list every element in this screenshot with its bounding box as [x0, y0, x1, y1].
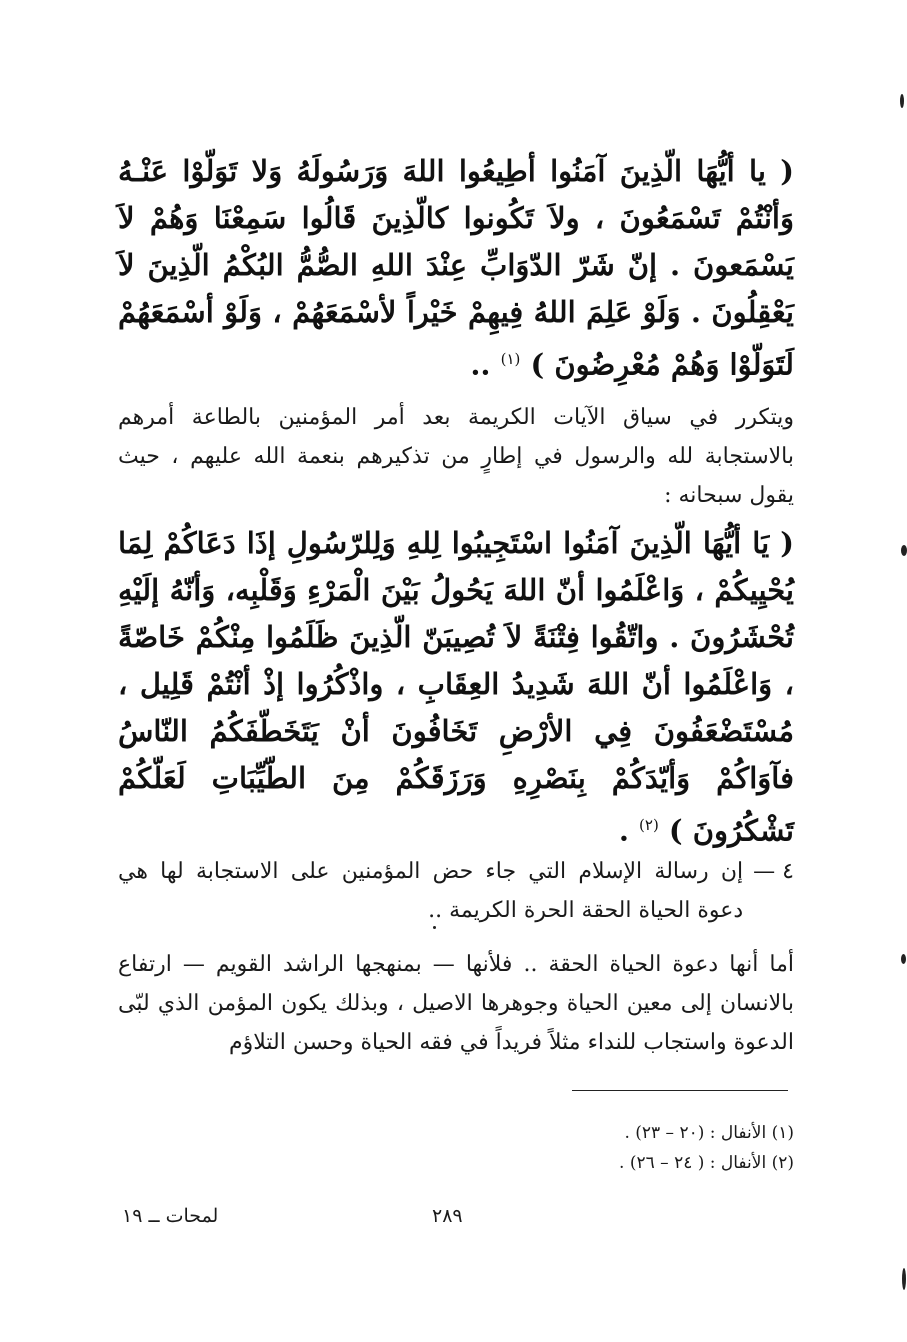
numbered-item-4 — [118, 852, 794, 930]
footnote-ref-1: (١) — [500, 350, 521, 368]
quran-passage-1-tail: .. — [470, 347, 491, 382]
footnote-divider — [572, 1090, 788, 1091]
scan-speck — [900, 94, 904, 108]
footnotes — [400, 1118, 794, 1178]
footnote-1: (١) الأنفال : (٢٠ – ٢٣) . — [624, 1123, 794, 1143]
prose-paragraph-1: ويتكرر في سياق الآيات الكريمة بعد أمر المؤمنين بالطاعة أمرهم بالاستجابة لله والرسول في إطارٍ من تذكيرهم بنعمة الله عليهم ، حيث يقول سبحانه : — [118, 405, 794, 508]
prose-paragraph-2: أما أنها دعوة الحياة الحقة .. فلأنها — بمنهجها الراشد القويم — ارتفاع بالانسان إلى معين الحياة وجوهرها الاصيل ، وبذلك يكون المؤمن الذي لبّى الدعوة واستجاب للنداء مثلاً فريداً في فقه الحياة وحسن التلاؤم — [118, 952, 794, 1055]
scan-speck — [902, 1268, 906, 1290]
quran-passage-2-text: ( يَا أيُّهَا الّذِينَ آمَنُوا اسْتَجِيبُوا لِلهِ وَلِلرّسُولِ إذَا دَعَاكُمْ لِمَا يُحْيِيكُمْ ، وَاعْلَمُوا أنّ اللهَ يَحُولُ بَيْنَ الْمَرْءِ وَقَلْبِه، وَأنّهُ إلَيْهِ تُحْشَرُونَ . واتّقُوا فِتْنَةً لاَ تُصِيبَنّ الّذِينَ ظَلَمُوا مِنْكُمْ خَاصّةً ، وَاعْلَمُوا أنّ اللهَ شَدِيدُ العِقَابِ ، واذْكُرُوا إذْ أنْتُمْ قَلِيل ، مُسْتَضْعَفُونَ فِي الأرْضِ تَخَافُونَ أنْ يَتَخَطّفَكُمُ النّاسُ فآوَاكُمْ وَأيّدَكُمْ بِنَصْرِهِ وَرَزَقَكُمْ مِنَ الطّيِّبَاتِ لَعَلّكُمْ تَشْكُرُونَ ) — [118, 526, 794, 848]
quran-passage-1-text: ( يا أيُّهَا الّذِينَ آمَنُوا أطِيعُوا اللهَ وَرَسُولَهُ وَلا تَوَلّوْا عَنْـهُ وَأنْتُمْ تَسْمَعُونَ ، ولاَ تَكُونوا كالّذِينَ قَالُوا سَمِعْنَا وَهُمْ لاَ يَسْمَعونَ . إنّ شَرّ الدّوَابِّ عِنْدَ اللهِ الصُّمُّ البُكْمُ الّذِينَ لاَ يَعْقِلُونَ . وَلَوْ عَلِمَ اللهُ فِيهِمْ خَيْراً لأسْمَعَهُمْ ، وَلَوْ أسْمَعَهُمْ لَتَوَلّوْا وَهُمْ مُعْرِضُونَ ) — [118, 154, 794, 382]
item-number: ٤ — — [753, 859, 794, 884]
scan-speck — [433, 926, 436, 929]
footnote-2: (٢) الأنفال : ( ٢٤ – ٢٦) . — [619, 1153, 794, 1173]
running-footer: لمحات ــ ١٩ — [122, 1205, 219, 1227]
item-text: إن رسالة الإسلام التي جاء حض المؤمنين على الاستجابة لها هي دعوة الحياة الحقة الحرة الكريمة .. — [118, 859, 744, 923]
quran-passage-2 — [118, 520, 794, 855]
scan-speck — [901, 545, 907, 556]
footnote-ref-2: (٢) — [639, 816, 659, 834]
quran-passage-1 — [118, 148, 794, 389]
page-number: ٢٨٩ — [432, 1205, 463, 1227]
quran-passage-2-tail: . — [618, 813, 629, 848]
scan-speck — [901, 954, 906, 964]
